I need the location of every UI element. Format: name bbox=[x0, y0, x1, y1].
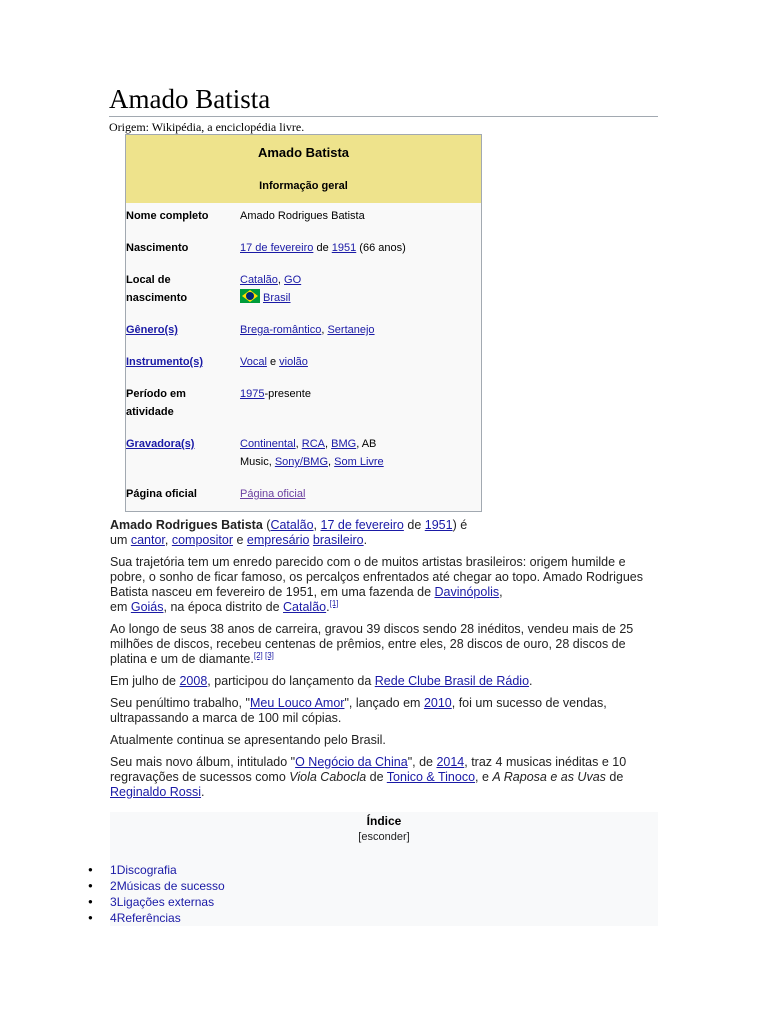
text-fragment: , bbox=[325, 438, 332, 450]
text-fragment: e bbox=[266, 356, 280, 368]
label-label-link[interactable]: Gravadora(s) bbox=[126, 438, 195, 450]
link-goias[interactable]: Goiás bbox=[130, 600, 164, 614]
text-fragment: de bbox=[403, 518, 425, 532]
instrument-link[interactable]: Vocal bbox=[240, 356, 267, 368]
row-value bbox=[240, 385, 410, 403]
link-catalao[interactable]: Catalão bbox=[283, 600, 327, 614]
toc-number: 2 bbox=[110, 879, 117, 893]
row-value: Amado Rodrigues Batista bbox=[240, 210, 365, 222]
link-2008[interactable]: 2008 bbox=[179, 674, 208, 688]
birth-date-link[interactable]: 17 de fevereiro bbox=[240, 242, 314, 254]
brazil-flag-icon bbox=[240, 289, 260, 303]
text-fragment: Sua trajetória tem um enredo parecido com o de muitos artistas brasileiros: origem humilde e pobre, o sonho de ficar famoso, os percalços enfrentados até chegar ao topo. Amado Rodrigues Batista nasceu em fevereiro de 1951, em uma fazenda de bbox=[110, 555, 643, 599]
toc-list bbox=[88, 862, 225, 926]
row-value bbox=[240, 435, 410, 471]
text-fragment: ", de bbox=[407, 755, 437, 769]
city-link[interactable]: Catalão bbox=[240, 274, 278, 286]
text-fragment: , AB bbox=[356, 438, 377, 450]
link-empresario[interactable]: empresário bbox=[246, 533, 310, 547]
text-fragment: , bbox=[313, 518, 321, 532]
toc-hide-link[interactable]: esconder bbox=[361, 831, 407, 843]
row-label bbox=[126, 385, 236, 421]
toc-title: Índice bbox=[366, 814, 402, 828]
text-fragment: Music, bbox=[240, 456, 275, 468]
age-text: (66 anos) bbox=[356, 242, 406, 254]
infobox-subtitle: Informação geral bbox=[259, 180, 348, 192]
toc-item[interactable] bbox=[88, 862, 225, 878]
row-label: Página oficial bbox=[126, 488, 197, 500]
toc-item[interactable] bbox=[88, 878, 225, 894]
row-label: Nascimento bbox=[126, 242, 189, 254]
text-fragment: ) é bbox=[452, 518, 468, 532]
text-fragment: de bbox=[313, 242, 332, 254]
link-2010[interactable]: 2010 bbox=[423, 696, 452, 710]
toc-toggle: [esconder] bbox=[358, 831, 410, 843]
paragraph-trajetoria bbox=[110, 555, 662, 615]
article-body bbox=[110, 518, 662, 807]
link-rede-clube[interactable]: Rede Clube Brasil de Rádio bbox=[374, 674, 530, 688]
infobox-header bbox=[126, 135, 481, 203]
toc-number: 4 bbox=[110, 911, 117, 925]
text-fragment: , bbox=[164, 533, 172, 547]
year-link[interactable]: 1975 bbox=[240, 388, 265, 400]
label-line: nascimento bbox=[126, 292, 188, 304]
genre-link[interactable]: Brega-romântico bbox=[240, 324, 322, 336]
text-fragment: , bbox=[499, 585, 503, 599]
link-meu-louco-amor[interactable]: Meu Louco Amor bbox=[249, 696, 345, 710]
label-line: Local de bbox=[126, 274, 171, 286]
text-fragment: , traz 4 musicas inéditas e 10 regravações de sucessos como bbox=[110, 755, 627, 784]
record-label-link[interactable]: RCA bbox=[301, 438, 326, 450]
link-tonico-tinoco[interactable]: Tonico & Tinoco bbox=[386, 770, 476, 784]
text-fragment: , bbox=[295, 438, 302, 450]
text-fragment: , e bbox=[475, 770, 493, 784]
row-value bbox=[240, 353, 410, 371]
row-label: Nome completo bbox=[126, 210, 209, 222]
italic-title: A Raposa e as Uvas bbox=[492, 770, 606, 784]
origin-note: Origem: Wikipédia, a enciclopédia livre. bbox=[109, 120, 305, 134]
link-compositor[interactable]: compositor bbox=[171, 533, 233, 547]
row-label bbox=[126, 271, 236, 307]
text-fragment: , bbox=[328, 456, 335, 468]
text-fragment: . bbox=[363, 533, 368, 547]
country-link[interactable]: Brasil bbox=[263, 292, 291, 304]
link-2014[interactable]: 2014 bbox=[436, 755, 465, 769]
toc-label: Discografia bbox=[116, 863, 177, 877]
paragraph-intro bbox=[110, 518, 662, 548]
text-fragment: em bbox=[110, 600, 131, 614]
text-fragment: Em julho de bbox=[110, 674, 180, 688]
paragraph-penultimo bbox=[110, 696, 662, 726]
text-fragment: , na época distrito de bbox=[163, 600, 284, 614]
text-fragment: ( bbox=[262, 518, 271, 532]
toc-label: Músicas de sucesso bbox=[116, 879, 225, 893]
italic-title: Viola Cabocla bbox=[289, 770, 367, 784]
text-fragment: Ao longo de seus 38 anos de carreira, gravou 39 discos sendo 28 inéditos, vendeu mais de 25 milhões de discos, recebeu centenas de prêmios, entre eles, 28 discos de ouro, 28 discos de platina e um de diamante. bbox=[110, 622, 634, 666]
link-catalao[interactable]: Catalão bbox=[270, 518, 314, 532]
toc-item[interactable] bbox=[88, 910, 225, 926]
text-fragment: . bbox=[326, 600, 330, 614]
record-label-link[interactable]: BMG bbox=[331, 438, 357, 450]
text-fragment: . bbox=[201, 785, 205, 799]
text-fragment: , participou do lançamento da bbox=[207, 674, 375, 688]
link-date[interactable]: 17 de fevereiro bbox=[320, 518, 404, 532]
text-fragment: -presente bbox=[264, 388, 311, 400]
link-reginaldo-rossi[interactable]: Reginaldo Rossi bbox=[110, 785, 202, 799]
genre-link[interactable]: Sertanejo bbox=[327, 324, 375, 336]
paragraph-album bbox=[110, 755, 662, 800]
text-fragment: Seu mais novo álbum, intitulado " bbox=[110, 755, 296, 769]
text-fragment: , foi um sucesso de vendas, ultrapassando a marca de 100 mil cópias. bbox=[110, 696, 607, 725]
text-fragment: e bbox=[233, 533, 247, 547]
state-link[interactable]: GO bbox=[284, 274, 302, 286]
paragraph-2008 bbox=[110, 674, 662, 689]
text-fragment: Seu penúltimo trabalho, " bbox=[110, 696, 250, 710]
text-fragment: . bbox=[529, 674, 533, 688]
reference-link[interactable]: [2] bbox=[253, 650, 263, 660]
record-label-link[interactable]: Som Livre bbox=[334, 456, 384, 468]
reference-link[interactable]: [1] bbox=[329, 598, 339, 608]
label-line: atividade bbox=[126, 406, 174, 418]
page-title: Amado Batista bbox=[109, 84, 658, 117]
link-year[interactable]: 1951 bbox=[424, 518, 453, 532]
reference-link[interactable]: [3] bbox=[264, 650, 274, 660]
text-fragment: , bbox=[321, 324, 328, 336]
toc-number: 1 bbox=[110, 863, 117, 877]
link-cantor[interactable]: cantor bbox=[130, 533, 165, 547]
link-davinopolis[interactable]: Davinópolis bbox=[434, 585, 500, 599]
paragraph-atualmente: Atualmente continua se apresentando pelo Brasil. bbox=[110, 733, 386, 747]
text-fragment: de bbox=[605, 770, 624, 784]
bold-name: Amado Rodrigues Batista bbox=[110, 518, 263, 532]
toc-item[interactable] bbox=[88, 894, 225, 910]
row-value bbox=[240, 485, 410, 503]
label-line: Período em bbox=[126, 388, 186, 400]
instrument-label-link[interactable]: Instrumento(s) bbox=[126, 356, 203, 368]
paragraph-carreira bbox=[110, 622, 662, 667]
instrument-link[interactable]: violão bbox=[279, 356, 308, 368]
toc-number: 3 bbox=[110, 895, 117, 909]
record-label-link[interactable]: Continental bbox=[240, 438, 296, 450]
toc-label: Referências bbox=[116, 911, 181, 925]
official-page-link[interactable]: Página oficial bbox=[240, 488, 306, 500]
row-value bbox=[240, 321, 410, 339]
infobox-name: Amado Batista bbox=[257, 145, 350, 160]
link-negocio-da-china[interactable]: O Negócio da China bbox=[295, 755, 408, 769]
record-label-link[interactable]: Sony/BMG bbox=[274, 456, 329, 468]
infobox bbox=[125, 134, 482, 512]
text-fragment: ", lançado em bbox=[344, 696, 424, 710]
toc-label: Ligações externas bbox=[116, 895, 215, 909]
text-fragment: , bbox=[277, 274, 285, 286]
genre-label-link[interactable]: Gênero(s) bbox=[126, 324, 178, 336]
row-value bbox=[240, 239, 410, 257]
text-fragment: de bbox=[366, 770, 387, 784]
birth-year-link[interactable]: 1951 bbox=[331, 242, 357, 254]
link-brasileiro[interactable]: brasileiro bbox=[312, 533, 364, 547]
text-fragment: um bbox=[110, 533, 131, 547]
row-value bbox=[240, 271, 410, 307]
table-of-contents bbox=[110, 812, 658, 926]
